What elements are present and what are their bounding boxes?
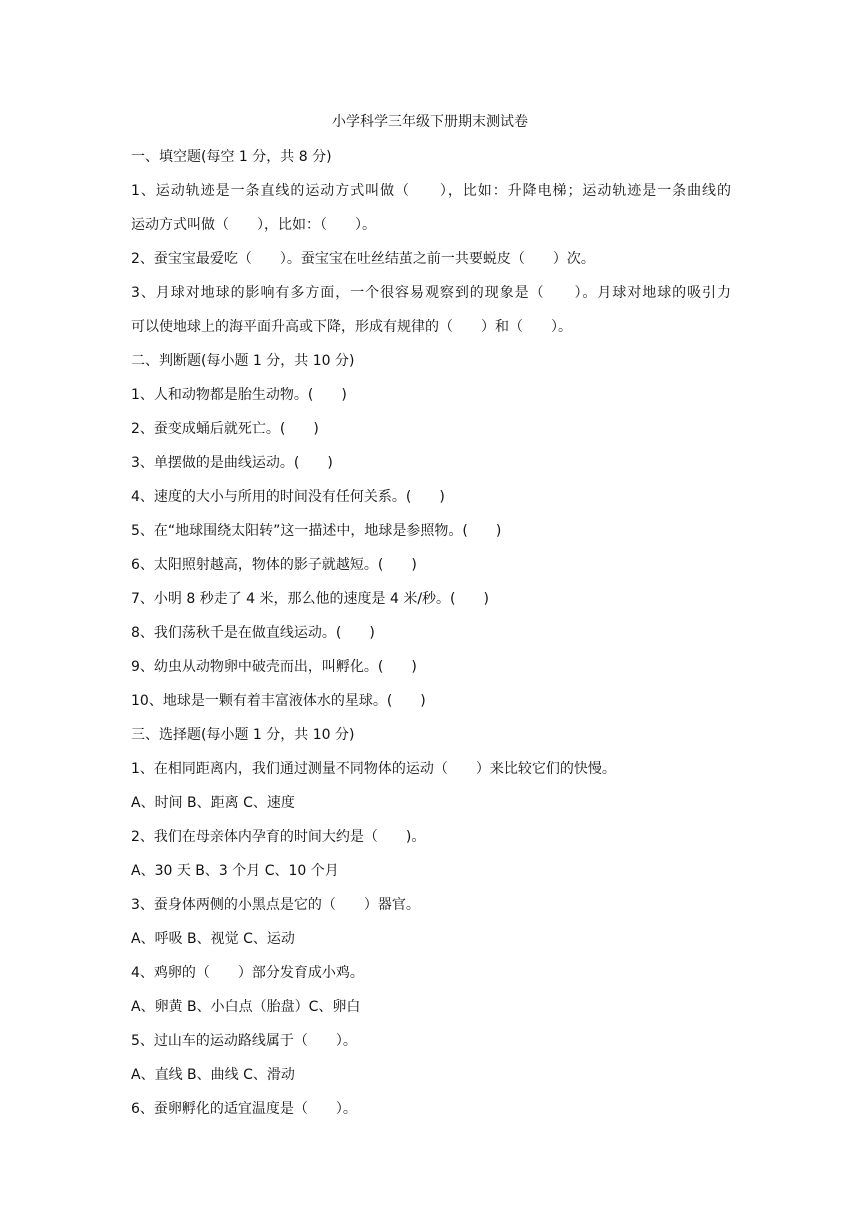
section-heading-true-false: 二、判断题(每小题 1 分，共 10 分) [131,353,355,369]
true-false-item: 8、我们荡秋千是在做直线运动。( ) [131,625,375,641]
choice-question: 3、蚕身体两侧的小黑点是它的（ ）器官。 [131,897,420,913]
choice-options: A、呼吸 B、视觉 C、运动 [131,931,295,947]
true-false-item: 9、幼虫从动物卵中破壳而出，叫孵化。( ) [131,659,417,675]
choice-options: A、30 天 B、3 个月 C、10 个月 [131,863,339,879]
fill-in-q3-line2: 可以使地球上的海平面升高或下降，形成有规律的（ ）和（ ）。 [131,319,572,335]
true-false-item: 3、单摆做的是曲线运动。( ) [131,455,333,471]
true-false-item: 1、人和动物都是胎生动物。( ) [131,387,347,403]
fill-in-q1-line2: 运动方式叫做（ ），比如：（ ）。 [131,217,376,233]
choice-question: 6、蚕卵孵化的适宜温度是（ ）。 [131,1101,357,1117]
section-heading-fill-in: 一、填空题(每空 1 分，共 8 分) [131,149,332,165]
true-false-item: 2、蚕变成蛹后就死亡。( ) [131,421,319,437]
fill-in-q3-line1: 3、月球对地球的影响有多方面，一个很容易观察到的现象是（ ）。月球对地球的吸引力 [131,285,731,301]
choice-question: 5、过山车的运动路线属于（ ）。 [131,1033,357,1049]
true-false-item: 6、太阳照射越高，物体的影子就越短。( ) [131,557,417,573]
fill-in-q2: 2、蚕宝宝最爱吃（ ）。蚕宝宝在吐丝结茧之前一共要蜕皮（ ）次。 [131,251,595,267]
choice-question: 2、我们在母亲体内孕育的时间大约是（ )。 [131,829,426,845]
fill-in-q1-line1: 1、运动轨迹是一条直线的运动方式叫做（ ），比如：升降电梯；运动轨迹是一条曲线的 [131,183,731,199]
choice-question: 4、鸡卵的（ ）部分发育成小鸡。 [131,965,364,981]
true-false-item: 5、在“地球围绕太阳转”这一描述中，地球是参照物。( ) [131,523,502,539]
choice-options: A、直线 B、曲线 C、滑动 [131,1067,295,1083]
true-false-item: 4、速度的大小与所用的时间没有任何关系。( ) [131,489,445,505]
page-title: 小学科学三年级下册期末测试卷 [332,114,528,130]
choice-options: A、卵黄 B、小白点（胎盘）C、卵白 [131,999,361,1015]
choice-options: A、时间 B、距离 C、速度 [131,795,295,811]
exam-content [131,147,731,1133]
choice-question: 1、在相同距离内，我们通过测量不同物体的运动（ ）来比较它们的快慢。 [131,761,616,777]
true-false-item: 7、小明 8 秒走了 4 米，那么他的速度是 4 米/秒。( ) [131,591,489,607]
true-false-item: 10、地球是一颗有着丰富液体水的星球。( ) [131,693,426,709]
section-heading-multiple-choice: 三、选择题(每小题 1 分，共 10 分) [131,727,355,743]
